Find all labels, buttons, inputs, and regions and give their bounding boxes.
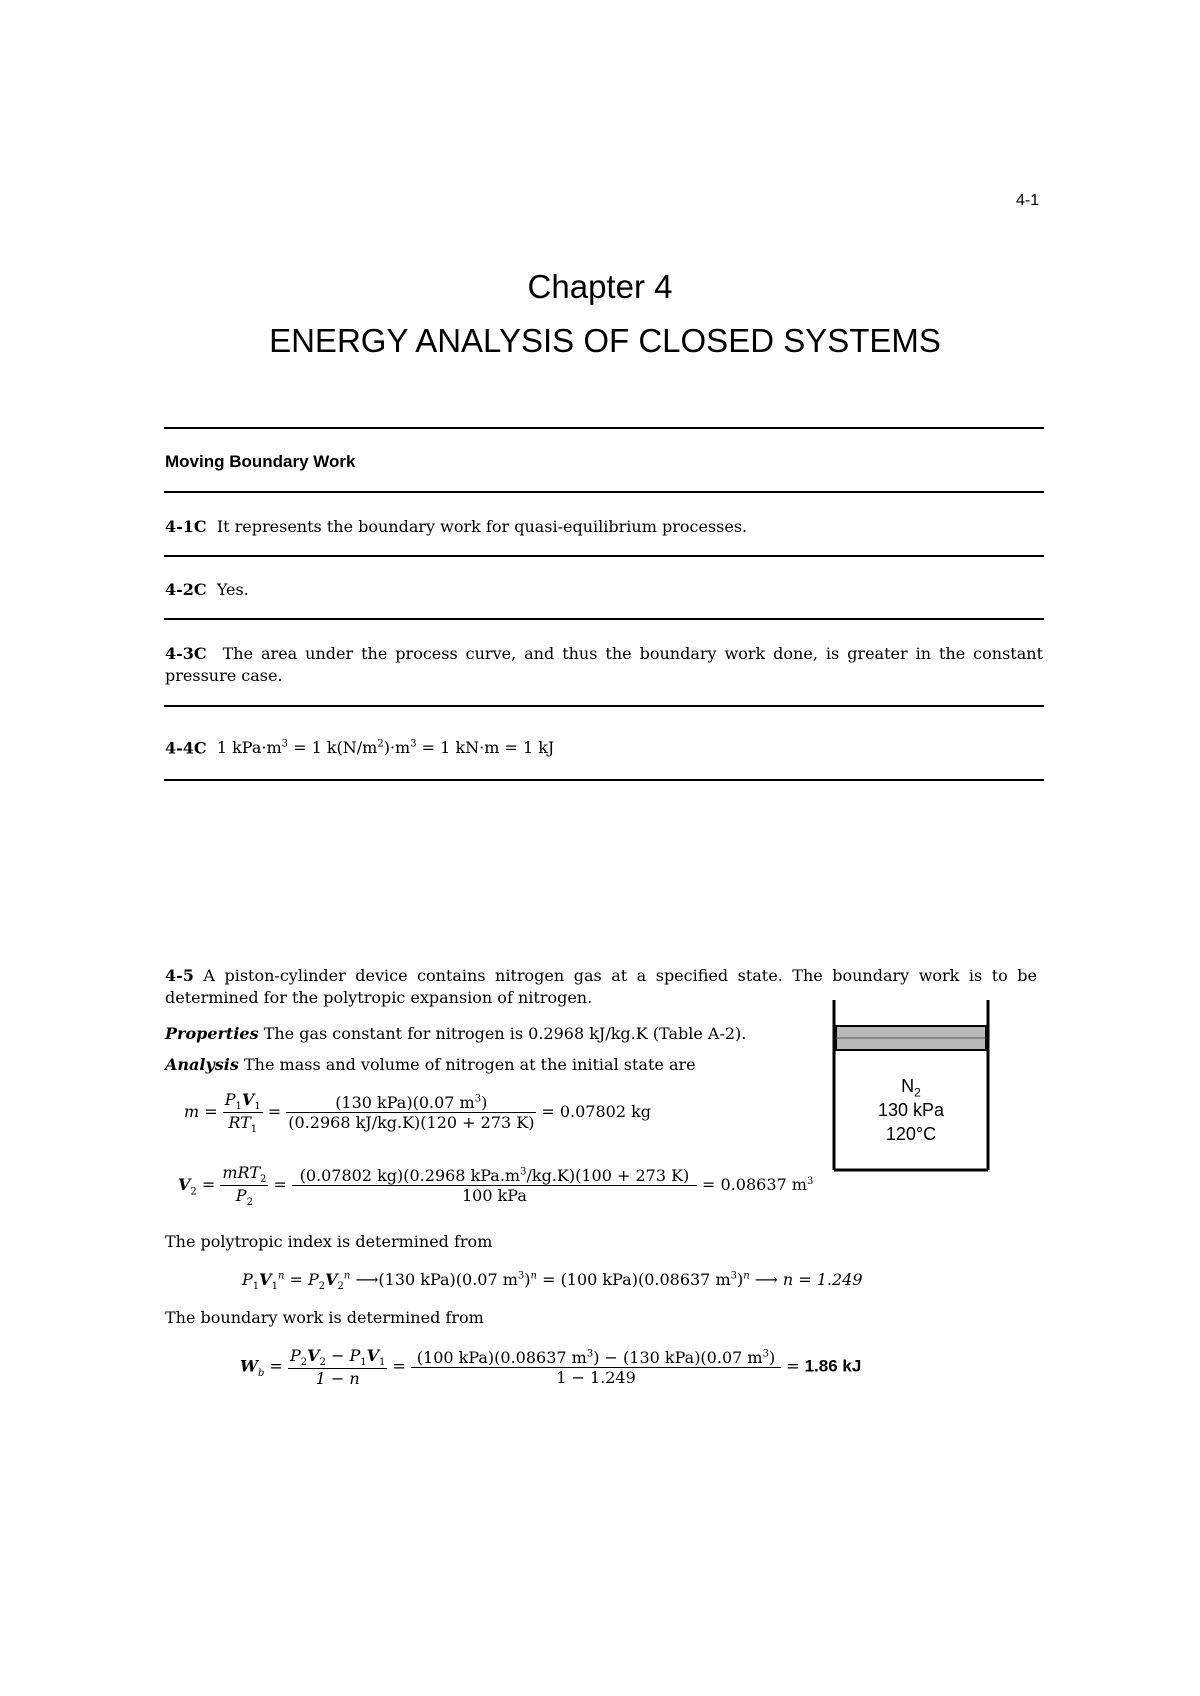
piston-cylinder-figure xyxy=(832,1000,990,1172)
properties-text: The gas constant for nitrogen is 0.2968 kJ/kg.K (Table A-2). xyxy=(263,1024,747,1043)
pressure-label: 130 kPa xyxy=(877,1100,945,1120)
equation-boundary-work: $W_b$ = $\frac{P_2V_2 - P_1V_1}{1 - n}$ = $\frac{(100 kPa)(0.08637 m^3) - (130 kPa)(0.07 m^3)}{1 - 1.249}$ = 1.86 kJ xyxy=(240,1346,862,1389)
arrow-icon: ⟶ xyxy=(355,1270,379,1289)
rule-q3 xyxy=(164,705,1044,707)
polytropic-text: The polytropic index is determined from xyxy=(165,1232,493,1251)
arrow-icon: ⟶ xyxy=(754,1270,778,1289)
boundary-work-text: The boundary work is determined from xyxy=(165,1308,484,1327)
problem-statement: A piston-cylinder device contains nitrogen gas at a specified state. The boundary work is to be determined for the polytropic expansion of nitrogen. xyxy=(165,966,1037,1007)
question-4-3c xyxy=(165,643,1043,687)
page-number: 4-1 xyxy=(1016,192,1040,209)
equation-volume-2: $V_2$ = $\frac{mRT_2}{P_2}$ = $\frac{(0.07802 kg)(0.2968 kPa.m^3/kg.K)(100 + 273 K)}{\text{100 kPa}}$ = 0.08637 $m^3$ xyxy=(178,1163,814,1209)
equation-polytropic-index: $P_1V_1^n = P_2V_2^n$ ⟶(130 kPa)(0.07 $m^3)^n = (100$ kPa)(0.08637 $m^3)^n$ ⟶ n = 1.249 xyxy=(242,1270,863,1293)
question-answer: The area under the process curve, and thus the boundary work done, is greater in the constant pressure case. xyxy=(165,644,1043,685)
boundary-work-result: 1.86 kJ xyxy=(804,1356,862,1376)
question-number: 4-3C xyxy=(165,644,207,663)
unit-equation: 1 $kPa\cdot m^3 = 1$ $k(N/m^2)\cdot m^3 = 1$ kN·m = 1 kJ xyxy=(216,738,555,758)
rule-q1 xyxy=(164,555,1044,557)
question-4-4c xyxy=(165,734,554,759)
question-number: 4-4C xyxy=(165,738,207,758)
question-number: 4-2C xyxy=(165,580,207,599)
rule-top xyxy=(164,427,1044,429)
question-answer: Yes. xyxy=(216,580,249,599)
problem-number: 4-5 xyxy=(165,966,194,985)
analysis-line xyxy=(165,1054,696,1076)
question-number: 4-1C xyxy=(165,517,207,536)
rule-q4 xyxy=(164,779,1044,781)
question-answer: It represents the boundary work for quasi-equilibrium processes. xyxy=(216,517,748,536)
analysis-label: Analysis xyxy=(165,1055,239,1074)
rule-q2 xyxy=(164,618,1044,620)
temperature-label: 120°C xyxy=(885,1124,937,1144)
question-4-1c xyxy=(165,516,747,538)
equation-mass: m = $\frac{P_1V_1}{RT_1}$ = $\frac{(130 kPa)(0.07 m^3)}{(0.2968 kJ/kg.K)(120 + 273 K)}$ = 0.07802 kg xyxy=(184,1090,652,1136)
rule-section xyxy=(164,491,1044,493)
properties-line xyxy=(165,1023,746,1045)
chapter-label: Chapter 4 xyxy=(527,268,673,305)
chapter-title: ENERGY ANALYSIS OF CLOSED SYSTEMS xyxy=(269,322,941,359)
properties-label: Properties xyxy=(165,1024,259,1043)
section-title: Moving Boundary Work xyxy=(165,452,356,471)
gas-label: $N_2$ xyxy=(901,1076,921,1100)
question-4-2c xyxy=(165,579,249,601)
analysis-text: The mass and volume of nitrogen at the initial state are xyxy=(243,1055,696,1074)
